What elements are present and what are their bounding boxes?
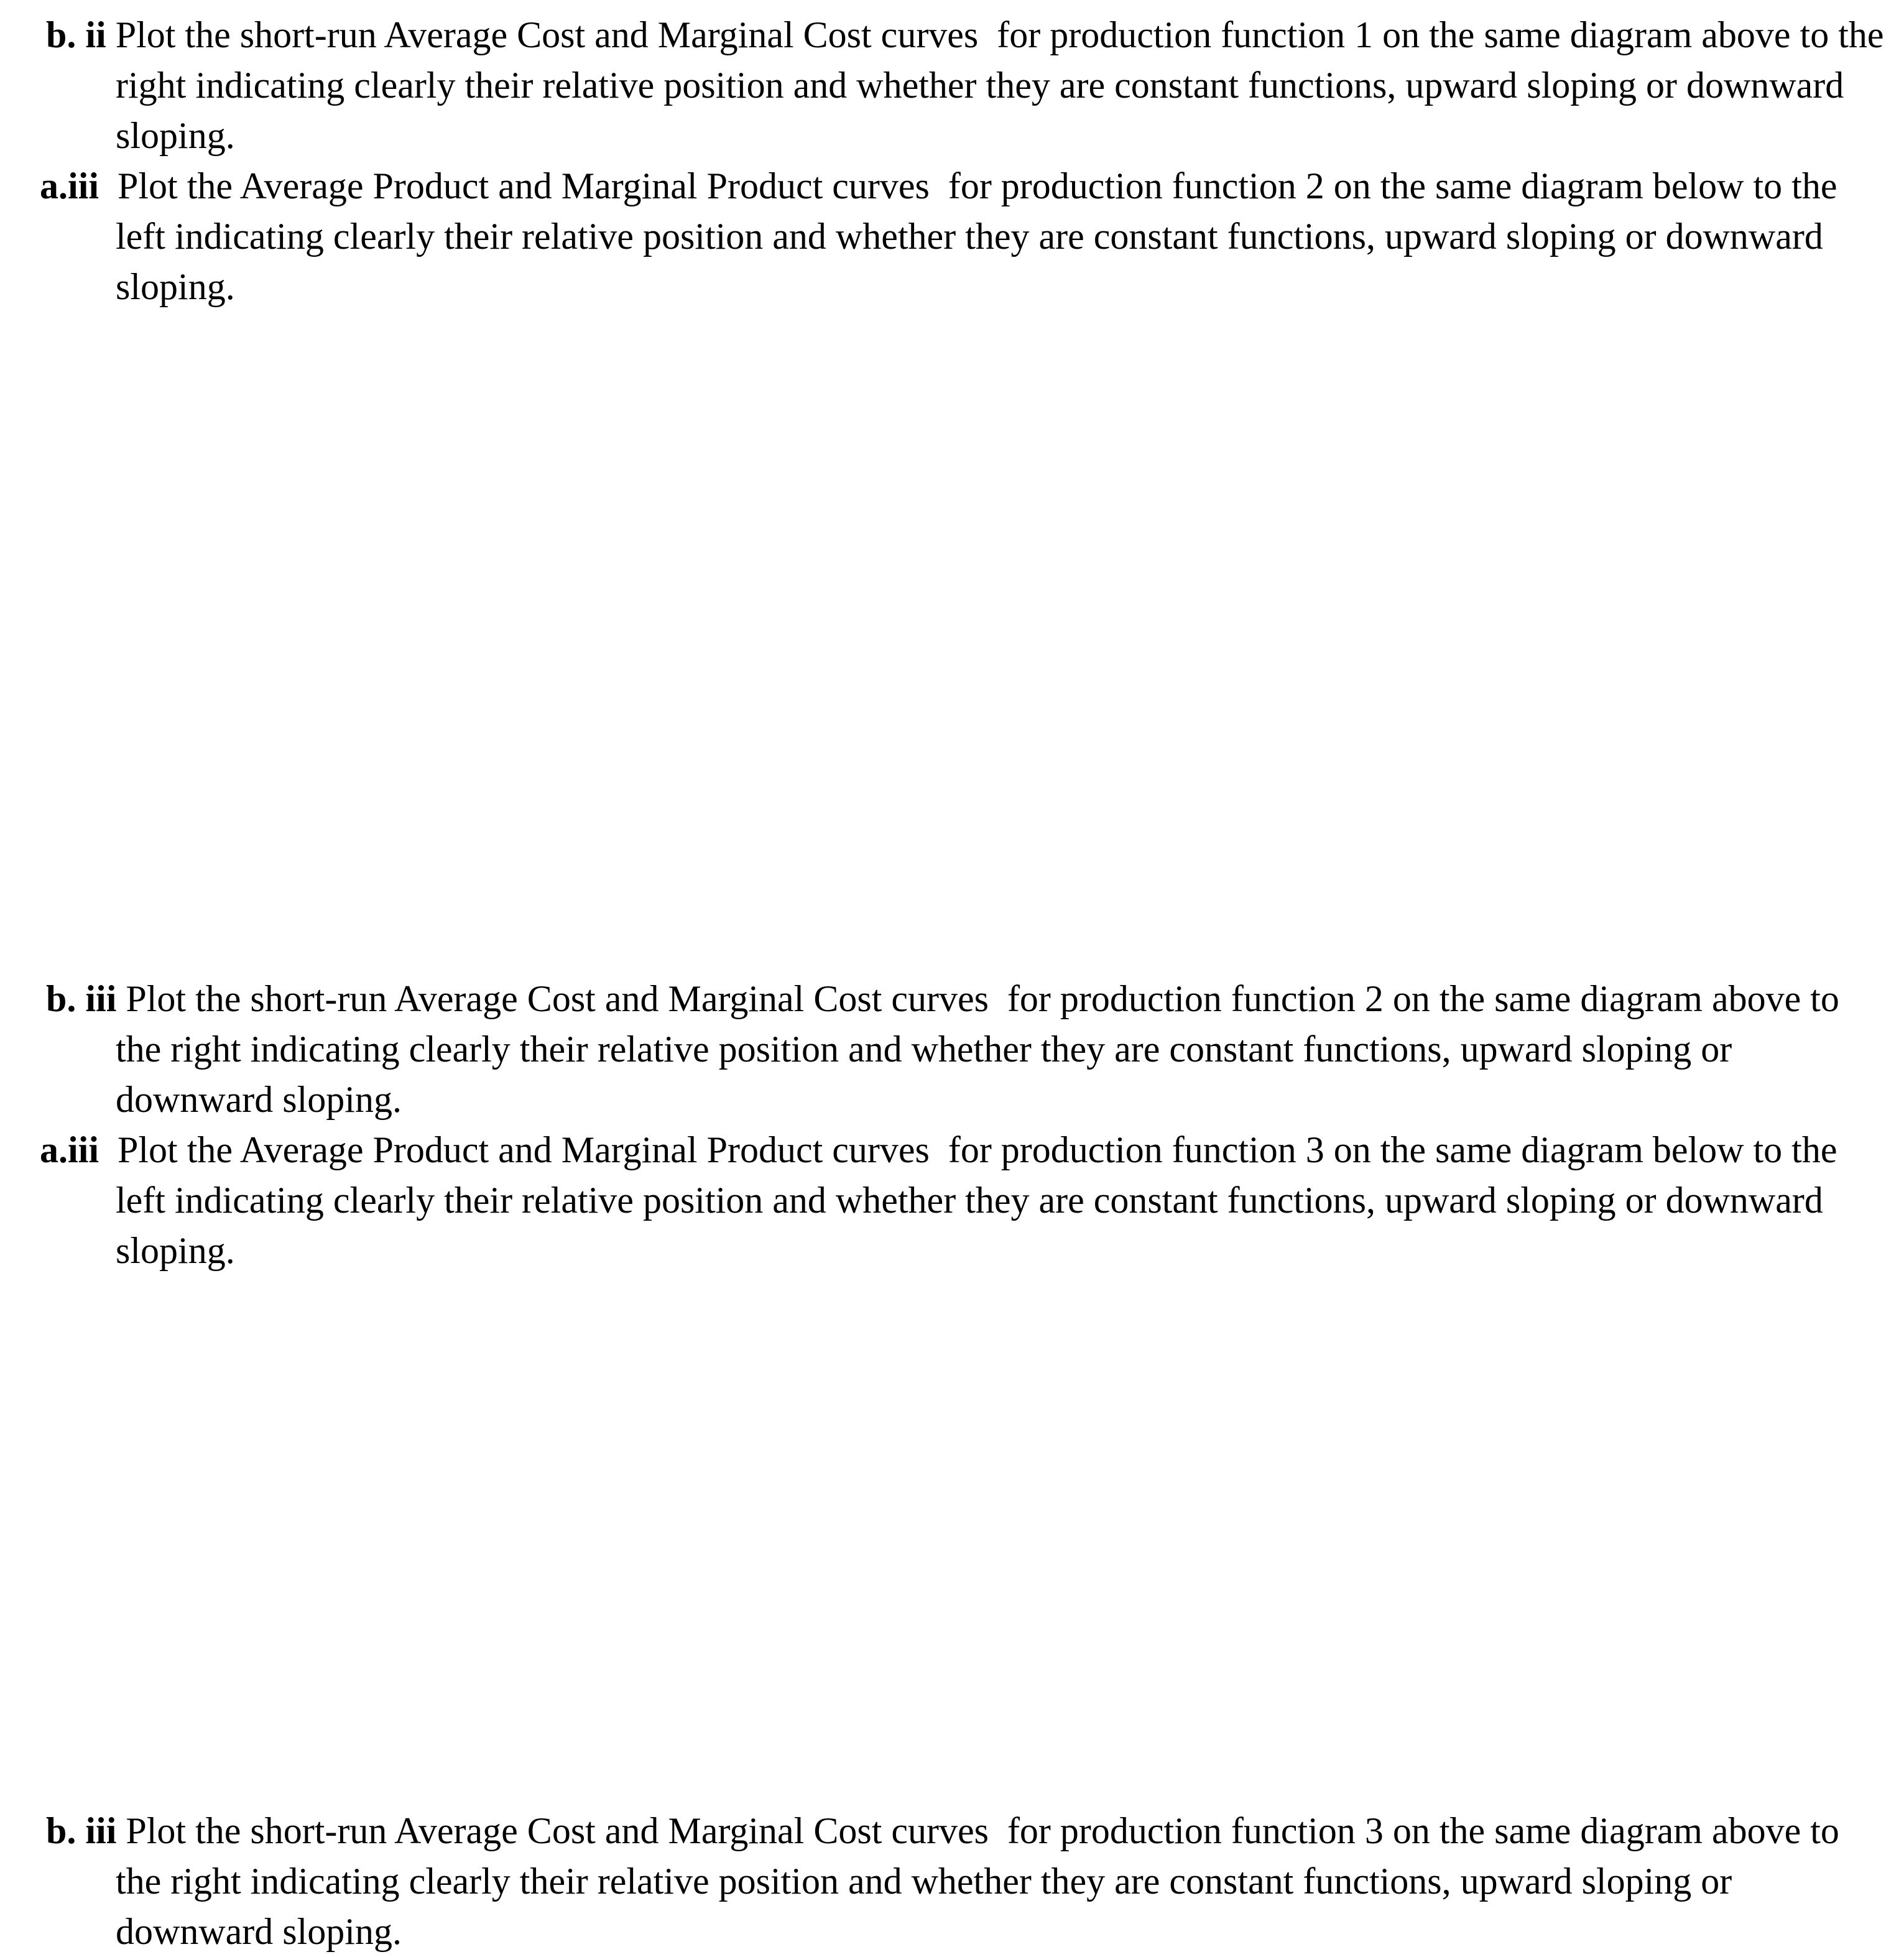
question-label: b. iii <box>46 978 117 1019</box>
question-text: Plot the short-run Average Cost and Marginal Cost curves for production function 1 on the same diagram above to the right indicating clearly their relative position and whether they are constant functions, upward sloping or downward sloping. <box>106 14 1893 156</box>
question-label: a.iii <box>40 165 99 206</box>
question-text: Plot the short-run Average Cost and Marginal Cost curves for production function 2 on the same diagram above to the right indicating clearly their relative position and whether they are constant functions, upward sloping or downward sloping. <box>116 978 1849 1120</box>
question-item-b-iii <box>0 1806 1887 1957</box>
question-item-b-ii <box>0 10 1893 161</box>
question-label: b. iii <box>46 1810 117 1851</box>
question-block-2 <box>0 974 1887 1276</box>
question-text: Plot the Average Product and Marginal Product curves for production function 3 on the same diagram below to the left indicating clearly their relative position and whether they are constant functions, upward sloping or downward sloping. <box>99 1129 1847 1271</box>
question-text: Plot the short-run Average Cost and Marginal Cost curves for production function 3 on the same diagram above to the right indicating clearly their relative position and whether they are constant functions, upward sloping or downward sloping. <box>116 1810 1849 1952</box>
question-label: a.iii <box>40 1129 99 1170</box>
question-label: b. ii <box>46 14 106 55</box>
question-item-b-iii <box>0 974 1887 1125</box>
question-text: Plot the Average Product and Marginal Product curves for production function 2 on the same diagram below to the left indicating clearly their relative position and whether they are constant functions, upward sloping or downward sloping. <box>99 165 1847 307</box>
question-block-3 <box>0 1806 1887 1957</box>
question-block-1 <box>0 10 1893 312</box>
question-item-a-iii <box>0 1125 1887 1276</box>
question-item-a-iii <box>0 161 1887 312</box>
